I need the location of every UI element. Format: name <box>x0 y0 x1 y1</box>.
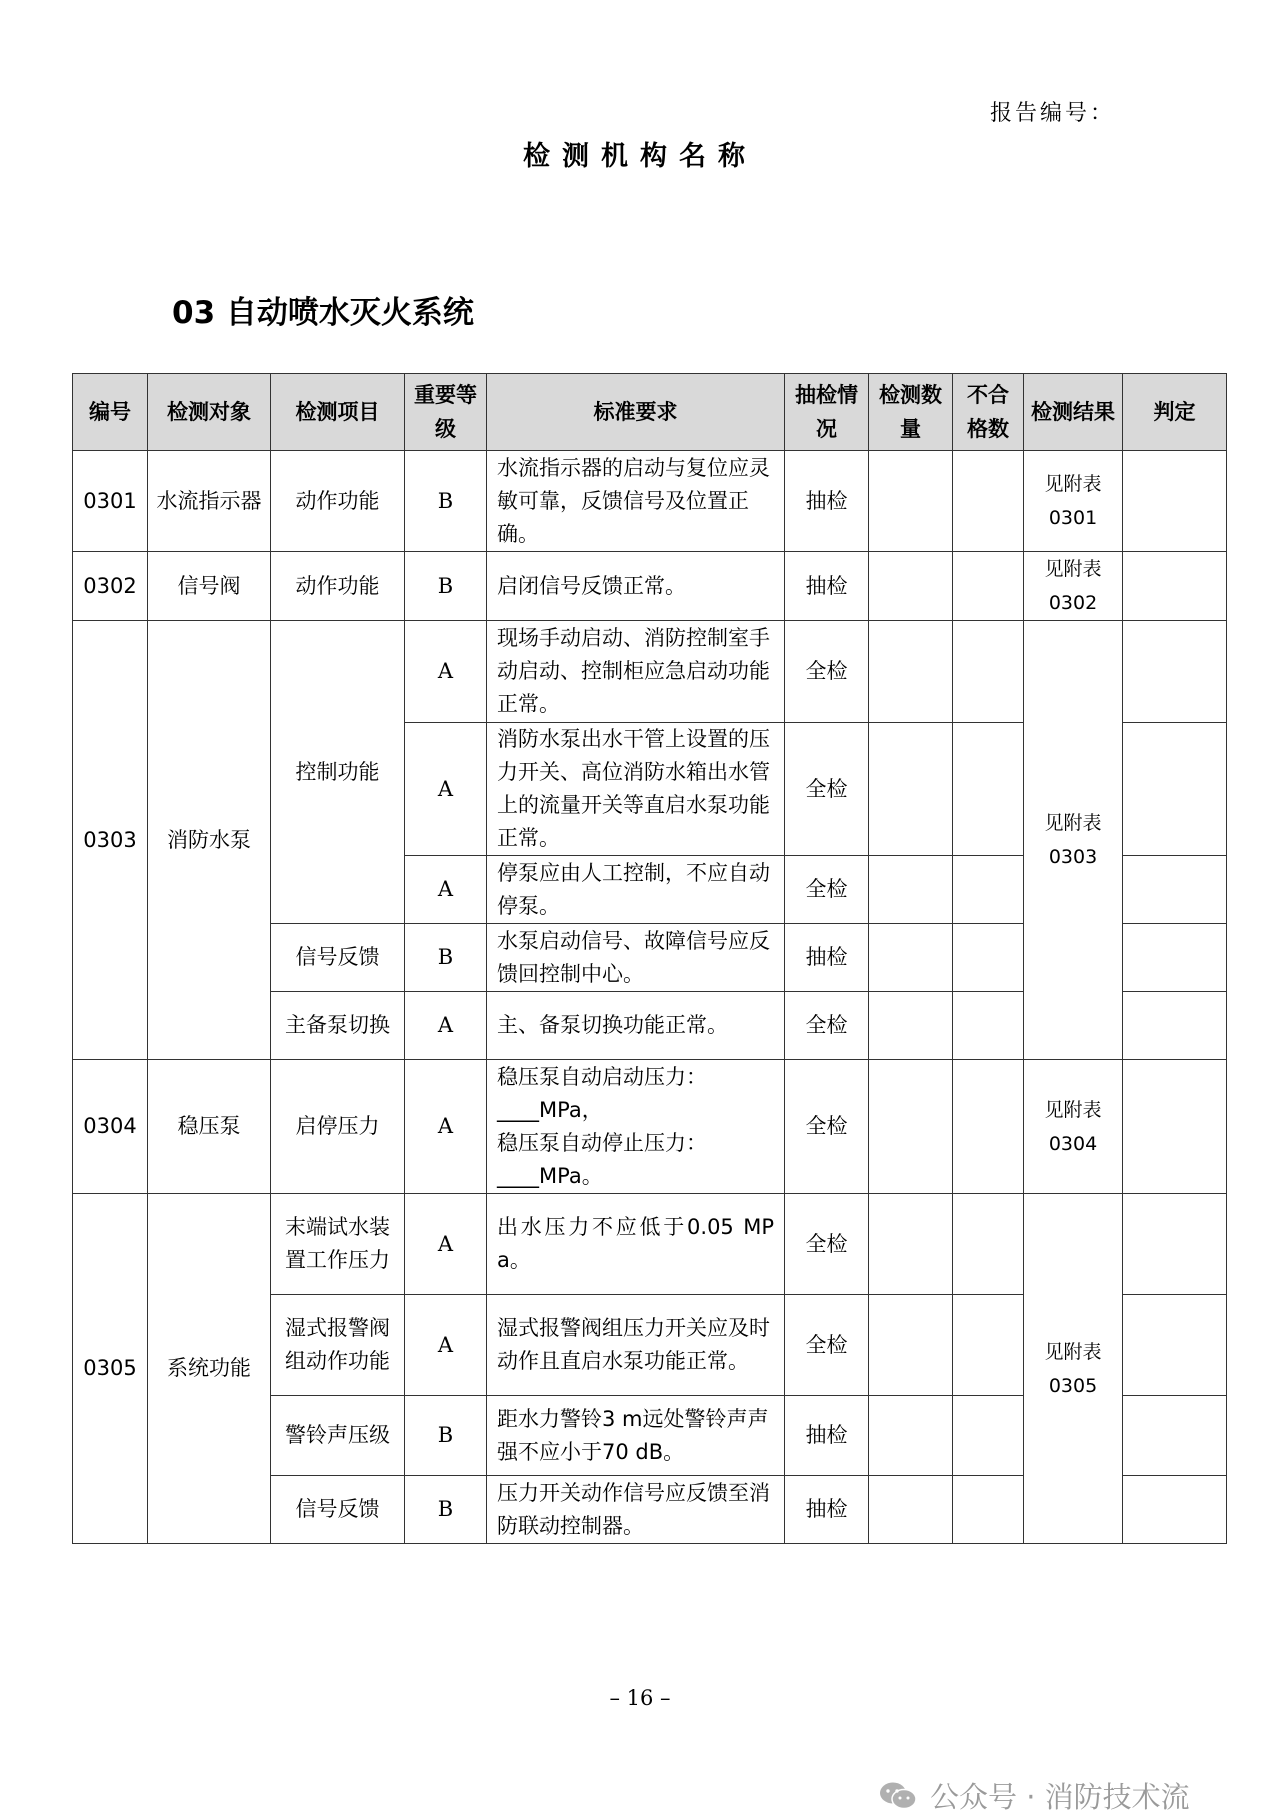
cell-judgement <box>1123 1060 1227 1194</box>
cell-sampling: 抽检 <box>785 552 869 621</box>
cell-requirement: 水泵启动信号、故障信号应反馈回控制中心。 <box>487 924 785 992</box>
cell-no: 0303 <box>73 621 148 1060</box>
table-row <box>73 1194 1227 1295</box>
cell-quantity <box>869 451 953 552</box>
result-ref-code: 0301 <box>1048 507 1098 529</box>
col-header-quantity: 检测数量 <box>869 374 953 451</box>
cell-quantity <box>869 992 953 1060</box>
cell-sampling: 全检 <box>785 856 869 924</box>
cell-judgement <box>1123 992 1227 1060</box>
cell-judgement <box>1123 1396 1227 1476</box>
inspection-table <box>72 373 1227 1544</box>
report-number-label: 报告编号： <box>990 101 1116 126</box>
cell-sampling: 全检 <box>785 1295 869 1396</box>
cell-unqualified <box>953 1295 1024 1396</box>
cell-quantity <box>869 1396 953 1476</box>
cell-grade: B <box>405 552 487 621</box>
result-ref-label: 见附表 <box>1044 1098 1102 1121</box>
cell-result <box>1024 621 1123 1060</box>
cell-requirement: 消防水泵出水干管上设置的压力开关、高位消防水箱出水管上的流量开关等直启水泵功能正常。 <box>487 723 785 856</box>
cell-sampling: 抽检 <box>785 1476 869 1544</box>
result-ref-code: 0305 <box>1048 1374 1098 1397</box>
cell-unqualified <box>953 924 1024 992</box>
cell-requirement: 主、备泵切换功能正常。 <box>487 992 785 1060</box>
cell-sampling: 抽检 <box>785 1396 869 1476</box>
col-header-grade: 重要等级 <box>405 374 487 451</box>
result-ref-code: 0304 <box>1048 1132 1098 1155</box>
cell-quantity <box>869 1295 953 1396</box>
cell-quantity <box>869 621 953 723</box>
cell-judgement <box>1123 924 1227 992</box>
cell-result <box>1024 1194 1123 1544</box>
col-header-unqualified: 不合格数 <box>953 374 1024 451</box>
cell-quantity <box>869 1194 953 1295</box>
col-header-result: 检测结果 <box>1024 374 1123 451</box>
cell-unqualified <box>953 1396 1024 1476</box>
col-header-sampling: 抽检情况 <box>785 374 869 451</box>
cell-no: 0302 <box>73 552 148 621</box>
cell-sampling: 全检 <box>785 1194 869 1295</box>
cell-item: 动作功能 <box>271 552 405 621</box>
watermark-text: 公众号 · 消防技术流 <box>930 1780 1190 1814</box>
cell-quantity <box>869 924 953 992</box>
cell-grade: A <box>405 1060 487 1194</box>
col-header-object: 检测对象 <box>148 374 271 451</box>
table-row <box>73 451 1227 552</box>
cell-grade: B <box>405 1476 487 1544</box>
cell-item: 主备泵切换 <box>271 992 405 1060</box>
result-ref-label: 见附表 <box>1044 812 1102 834</box>
cell-sampling: 抽检 <box>785 451 869 552</box>
cell-object: 稳压泵 <box>148 1060 271 1194</box>
cell-judgement <box>1123 621 1227 723</box>
cell-item: 启停压力 <box>271 1060 405 1194</box>
result-ref-code: 0302 <box>1048 592 1098 614</box>
cell-result <box>1024 1060 1123 1194</box>
cell-object: 水流指示器 <box>148 451 271 552</box>
cell-grade: A <box>405 856 487 924</box>
cell-quantity <box>869 1476 953 1544</box>
cell-unqualified <box>953 1194 1024 1295</box>
cell-sampling: 全检 <box>785 1060 869 1194</box>
cell-sampling: 全检 <box>785 621 869 723</box>
cell-object: 系统功能 <box>148 1194 271 1544</box>
cell-unqualified <box>953 621 1024 723</box>
cell-judgement <box>1123 1194 1227 1295</box>
cell-requirement: 启闭信号反馈正常。 <box>487 552 785 621</box>
section-title: 03 自动喷水灭火系统 <box>172 295 474 331</box>
cell-grade: A <box>405 1295 487 1396</box>
cell-grade: B <box>405 924 487 992</box>
cell-grade: B <box>405 1396 487 1476</box>
cell-requirement: 出水压力不应低于0.05 MPa。 <box>487 1194 785 1295</box>
table-row <box>73 621 1227 723</box>
req-line: 稳压泵自动启动压力： <box>497 1064 707 1089</box>
cell-unqualified <box>953 1060 1024 1194</box>
cell-judgement <box>1123 723 1227 856</box>
cell-item: 警铃声压级 <box>271 1396 405 1476</box>
cell-unqualified <box>953 723 1024 856</box>
cell-no: 0305 <box>73 1194 148 1544</box>
col-header-requirement: 标准要求 <box>487 374 785 451</box>
req-line: ____MPa， <box>497 1097 603 1122</box>
result-ref-label: 见附表 <box>1044 1340 1102 1363</box>
cell-result <box>1024 552 1123 621</box>
cell-judgement <box>1123 451 1227 552</box>
cell-no: 0301 <box>73 451 148 552</box>
cell-quantity <box>869 552 953 621</box>
cell-grade: A <box>405 621 487 723</box>
cell-judgement <box>1123 552 1227 621</box>
cell-requirement: 距水力警铃3 m远处警铃声声强不应小于70 dB。 <box>487 1396 785 1476</box>
cell-item: 末端试水装置工作压力 <box>271 1194 405 1295</box>
cell-requirement: 停泵应由人工控制，不应自动停泵。 <box>487 856 785 924</box>
cell-unqualified <box>953 992 1024 1060</box>
cell-sampling: 全检 <box>785 992 869 1060</box>
cell-quantity <box>869 856 953 924</box>
col-header-judgement: 判定 <box>1123 374 1227 451</box>
cell-item: 控制功能 <box>271 621 405 924</box>
cell-requirement <box>487 1060 785 1194</box>
table-row <box>73 1060 1227 1194</box>
col-header-no: 编号 <box>73 374 148 451</box>
page-number: – 16 – <box>609 1686 671 1710</box>
cell-grade: A <box>405 1194 487 1295</box>
cell-object: 消防水泵 <box>148 621 271 1060</box>
table-row <box>73 552 1227 621</box>
cell-no: 0304 <box>73 1060 148 1194</box>
req-line: ____MPa。 <box>497 1163 603 1188</box>
cell-unqualified <box>953 451 1024 552</box>
cell-item: 信号反馈 <box>271 924 405 992</box>
cell-judgement <box>1123 1476 1227 1544</box>
cell-grade: A <box>405 723 487 856</box>
cell-quantity <box>869 723 953 856</box>
cell-requirement: 水流指示器的启动与复位应灵敏可靠，反馈信号及位置正确。 <box>487 451 785 552</box>
cell-requirement: 压力开关动作信号应反馈至消防联动控制器。 <box>487 1476 785 1544</box>
cell-quantity <box>869 1060 953 1194</box>
result-ref-label: 见附表 <box>1044 473 1102 495</box>
cell-sampling: 抽检 <box>785 924 869 992</box>
cell-grade: B <box>405 451 487 552</box>
cell-unqualified <box>953 552 1024 621</box>
cell-item: 湿式报警阀组动作功能 <box>271 1295 405 1396</box>
cell-requirement: 现场手动启动、消防控制室手动启动、控制柜应急启动功能正常。 <box>487 621 785 723</box>
cell-item: 信号反馈 <box>271 1476 405 1544</box>
cell-requirement: 湿式报警阀组压力开关应及时动作且直启水泵功能正常。 <box>487 1295 785 1396</box>
cell-grade: A <box>405 992 487 1060</box>
cell-object: 信号阀 <box>148 552 271 621</box>
organization-name: 检测机构名称 <box>523 141 757 172</box>
cell-result <box>1024 451 1123 552</box>
cell-unqualified <box>953 856 1024 924</box>
table-header-row <box>73 374 1227 451</box>
cell-judgement <box>1123 1295 1227 1396</box>
col-header-item: 检测项目 <box>271 374 405 451</box>
result-ref-code: 0303 <box>1048 846 1098 868</box>
result-ref-label: 见附表 <box>1044 558 1102 580</box>
wechat-icon <box>878 1781 918 1811</box>
req-line: 稳压泵自动停止压力： <box>497 1130 707 1155</box>
cell-unqualified <box>953 1476 1024 1544</box>
cell-sampling: 全检 <box>785 723 869 856</box>
cell-item: 动作功能 <box>271 451 405 552</box>
cell-judgement <box>1123 856 1227 924</box>
